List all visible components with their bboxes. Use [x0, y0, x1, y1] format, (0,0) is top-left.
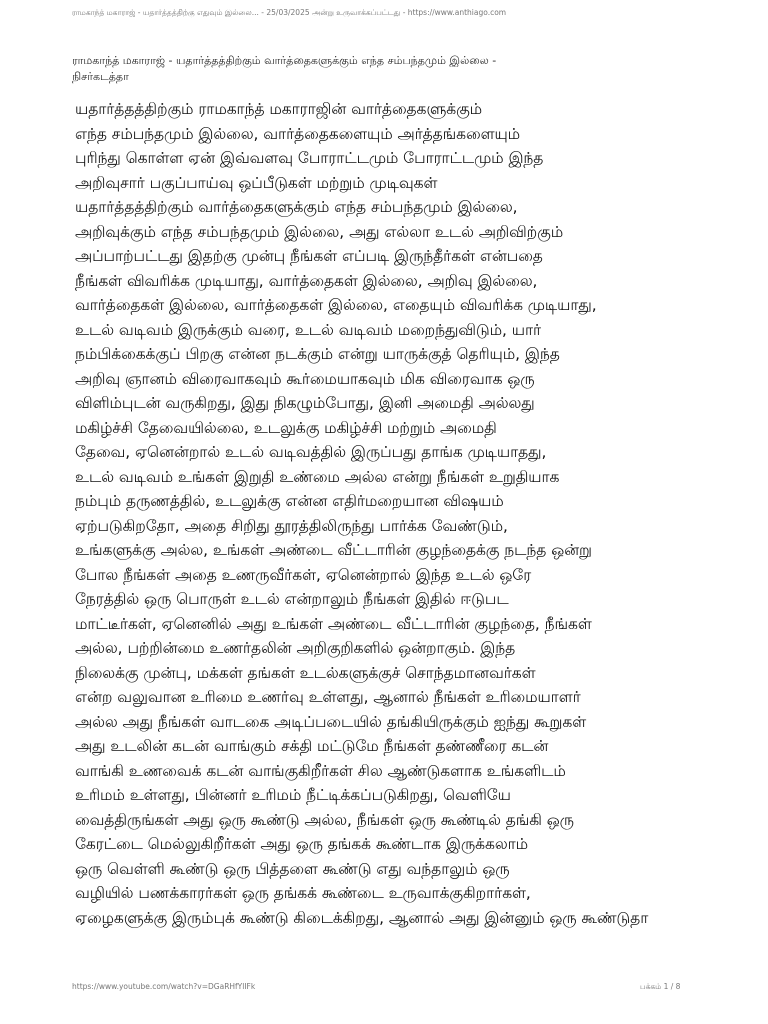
body-line: எந்த சம்பந்தமும் இல்லை, வார்த்தைகளையும் அர்த்தங்களையும்: [75, 124, 521, 143]
body-line: ஏழைகளுக்கு இரும்புக் கூண்டு கிடைக்கிறது, ஆனால் அது இன்னும் ஒரு கூண்டுதா: [75, 908, 649, 927]
body-line: கேரட்டை மெல்லுகிறீர்கள் அது ஒரு தங்கக் கூண்டாக இருக்கலாம்: [75, 835, 529, 853]
body-line: அப்பாற்பட்டது இதற்கு முன்பு நீங்கள் எப்படி இருந்தீர்கள் என்பதை: [75, 247, 543, 265]
body-line: மாட்டீர்கள், ஏனெனில் அது உங்கள் அண்டை வீட்டாரின் குழந்தை, நீங்கள்: [75, 614, 592, 633]
body-line: அல்ல, பற்றின்மை உணர்தலின் அறிகுறிகளில் ஒன்றாகும். இந்த: [75, 639, 516, 657]
page-number: பக்கம் 1 / 8: [640, 982, 681, 991]
body-line: போல நீங்கள் அதை உணருவீர்கள், ஏனென்றால் இந்த உடல் ஒரே: [75, 565, 532, 584]
body-text: [75, 97, 768, 930]
body-line: உங்களுக்கு அல்ல, உங்கள் அண்டை வீட்டாரின் குழந்தைக்கு நடந்த ஒன்று: [75, 541, 592, 559]
body-line: ஒரு வெள்ளி கூண்டு ஒரு பித்தளை கூண்டு எது வந்தாலும் ஒரு: [75, 859, 510, 878]
body-line: உடல் வடிவம் இருக்கும் வரை, உடல் வடிவம் மறைந்துவிடும், யார்: [75, 320, 542, 339]
body-line: நம்பிக்கைக்குப் பிறகு என்ன நடக்கும் என்று யாருக்குத் தெரியும், இந்த: [75, 345, 560, 363]
body-line: வார்த்தைகள் இல்லை, வார்த்தைகள் இல்லை, எதையும் விவரிக்க முடியாது,: [75, 296, 597, 314]
body-line: புரிந்து கொள்ள ஏன் இவ்வளவு போராட்டமும் போராட்டமும் இந்த: [75, 149, 544, 167]
body-line: நேரத்தில் ஒரு பொருள் உடல் என்றாலும் நீங்கள் இதில் ஈடுபட: [75, 590, 509, 608]
body-line: என்ற வலுவான உரிமை உணர்வு உள்ளது, ஆனால் நீங்கள் உரிமையாளர்: [75, 688, 581, 706]
body-line: நீங்கள் விவரிக்க முடியாது, வார்த்தைகள் இல்லை, அறிவு இல்லை,: [75, 271, 538, 290]
body-line: அறிவு ஞானம் விரைவாகவும் கூர்மையாகவும் மிக விரைவாக ஒரு: [75, 369, 535, 388]
footer-url: https://www.youtube.com/watch?v=DGaRHfYlIFk: [72, 982, 256, 991]
page-header: ராமகாந்த் மகாராஜ் - யதார்த்தத்திற்கு எதுவும் இல்லை... - 25/03/2025 அன்று உருவாக்கப்பட்டது - https://www.anthiago.com: [72, 8, 507, 17]
body-line: யதார்த்தத்திற்கும் ராமகாந்த் மகாராஜின் வார்த்தைகளுக்கும்: [75, 100, 483, 118]
body-line: அல்ல அது நீங்கள் வாடகை அடிப்படையில் தங்கியிருக்கும் ஐந்து கூறுகள்: [75, 712, 587, 731]
body-line: விளிம்புடன் வருகிறது, இது நிகழும்போது, இனி அமைதி அல்லது: [75, 394, 535, 412]
body-line: மகிழ்ச்சி தேவையில்லை, உடலுக்கு மகிழ்ச்சி மற்றும் அமைதி: [75, 418, 497, 437]
body-line: வாங்கி உணவைக் கடன் வாங்குகிறீர்கள் சில ஆண்டுகளாக உங்களிடம்: [75, 761, 566, 780]
body-line: வைத்திருங்கள் அது ஒரு கூண்டு அல்ல, நீங்கள் ஒரு கூண்டில் தங்கி ஒரு: [75, 810, 574, 829]
body-line: ஏற்படுகிறதோ, அதை சிறிது தூரத்திலிருந்து பார்க்க வேண்டும்,: [75, 516, 508, 535]
title-line-2: நிசர்கடத்தா: [72, 70, 129, 83]
body-line: உரிமம் உள்ளது, பின்னர் உரிமம் நீட்டிக்கப்படுகிறது, வெளியே: [75, 786, 511, 804]
body-line: யதார்த்தத்திற்கும் வார்த்தைகளுக்கும் எந்த சம்பந்தமும் இல்லை,: [75, 198, 518, 216]
body-line: வழியில் பணக்காரர்கள் ஒரு தங்கக் கூண்டை உருவாக்குகிறார்கள்,: [75, 884, 531, 902]
body-line: அறிவுக்கும் எந்த சம்பந்தமும் இல்லை, அது எல்லா உடல் அறிவிற்கும்: [75, 222, 564, 241]
document-title: [72, 53, 712, 85]
body-line: அது உடலின் கடன் வாங்கும் சக்தி மட்டுமே நீங்கள் தண்ணீரை கடன்: [75, 737, 549, 755]
body-line: நிலைக்கு முன்பு, மக்கள் தங்கள் உடல்களுக்குச் சொந்தமானவர்கள்: [75, 663, 536, 682]
body-line: நம்பும் தருணத்தில், உடலுக்கு என்ன எதிர்மறையான விஷயம்: [75, 492, 504, 510]
body-line: அறிவுசார் பகுப்பாய்வு ஒப்பீடுகள் மற்றும் முடிவுகள்: [75, 173, 438, 192]
title-line-1: ராமகாந்த் மகாராஜ் - யதார்த்தத்திற்கும் வார்த்தைகளுக்கும் எந்த சம்பந்தமும் இல்லை -: [72, 54, 497, 67]
body-line: உடல் வடிவம் உங்கள் இறுதி உண்மை அல்ல என்று நீங்கள் உறுதியாக: [75, 467, 560, 486]
body-line: தேவை, ஏனென்றால் உடல் வடிவத்தில் இருப்பது தாங்க முடியாதது,: [75, 443, 547, 461]
